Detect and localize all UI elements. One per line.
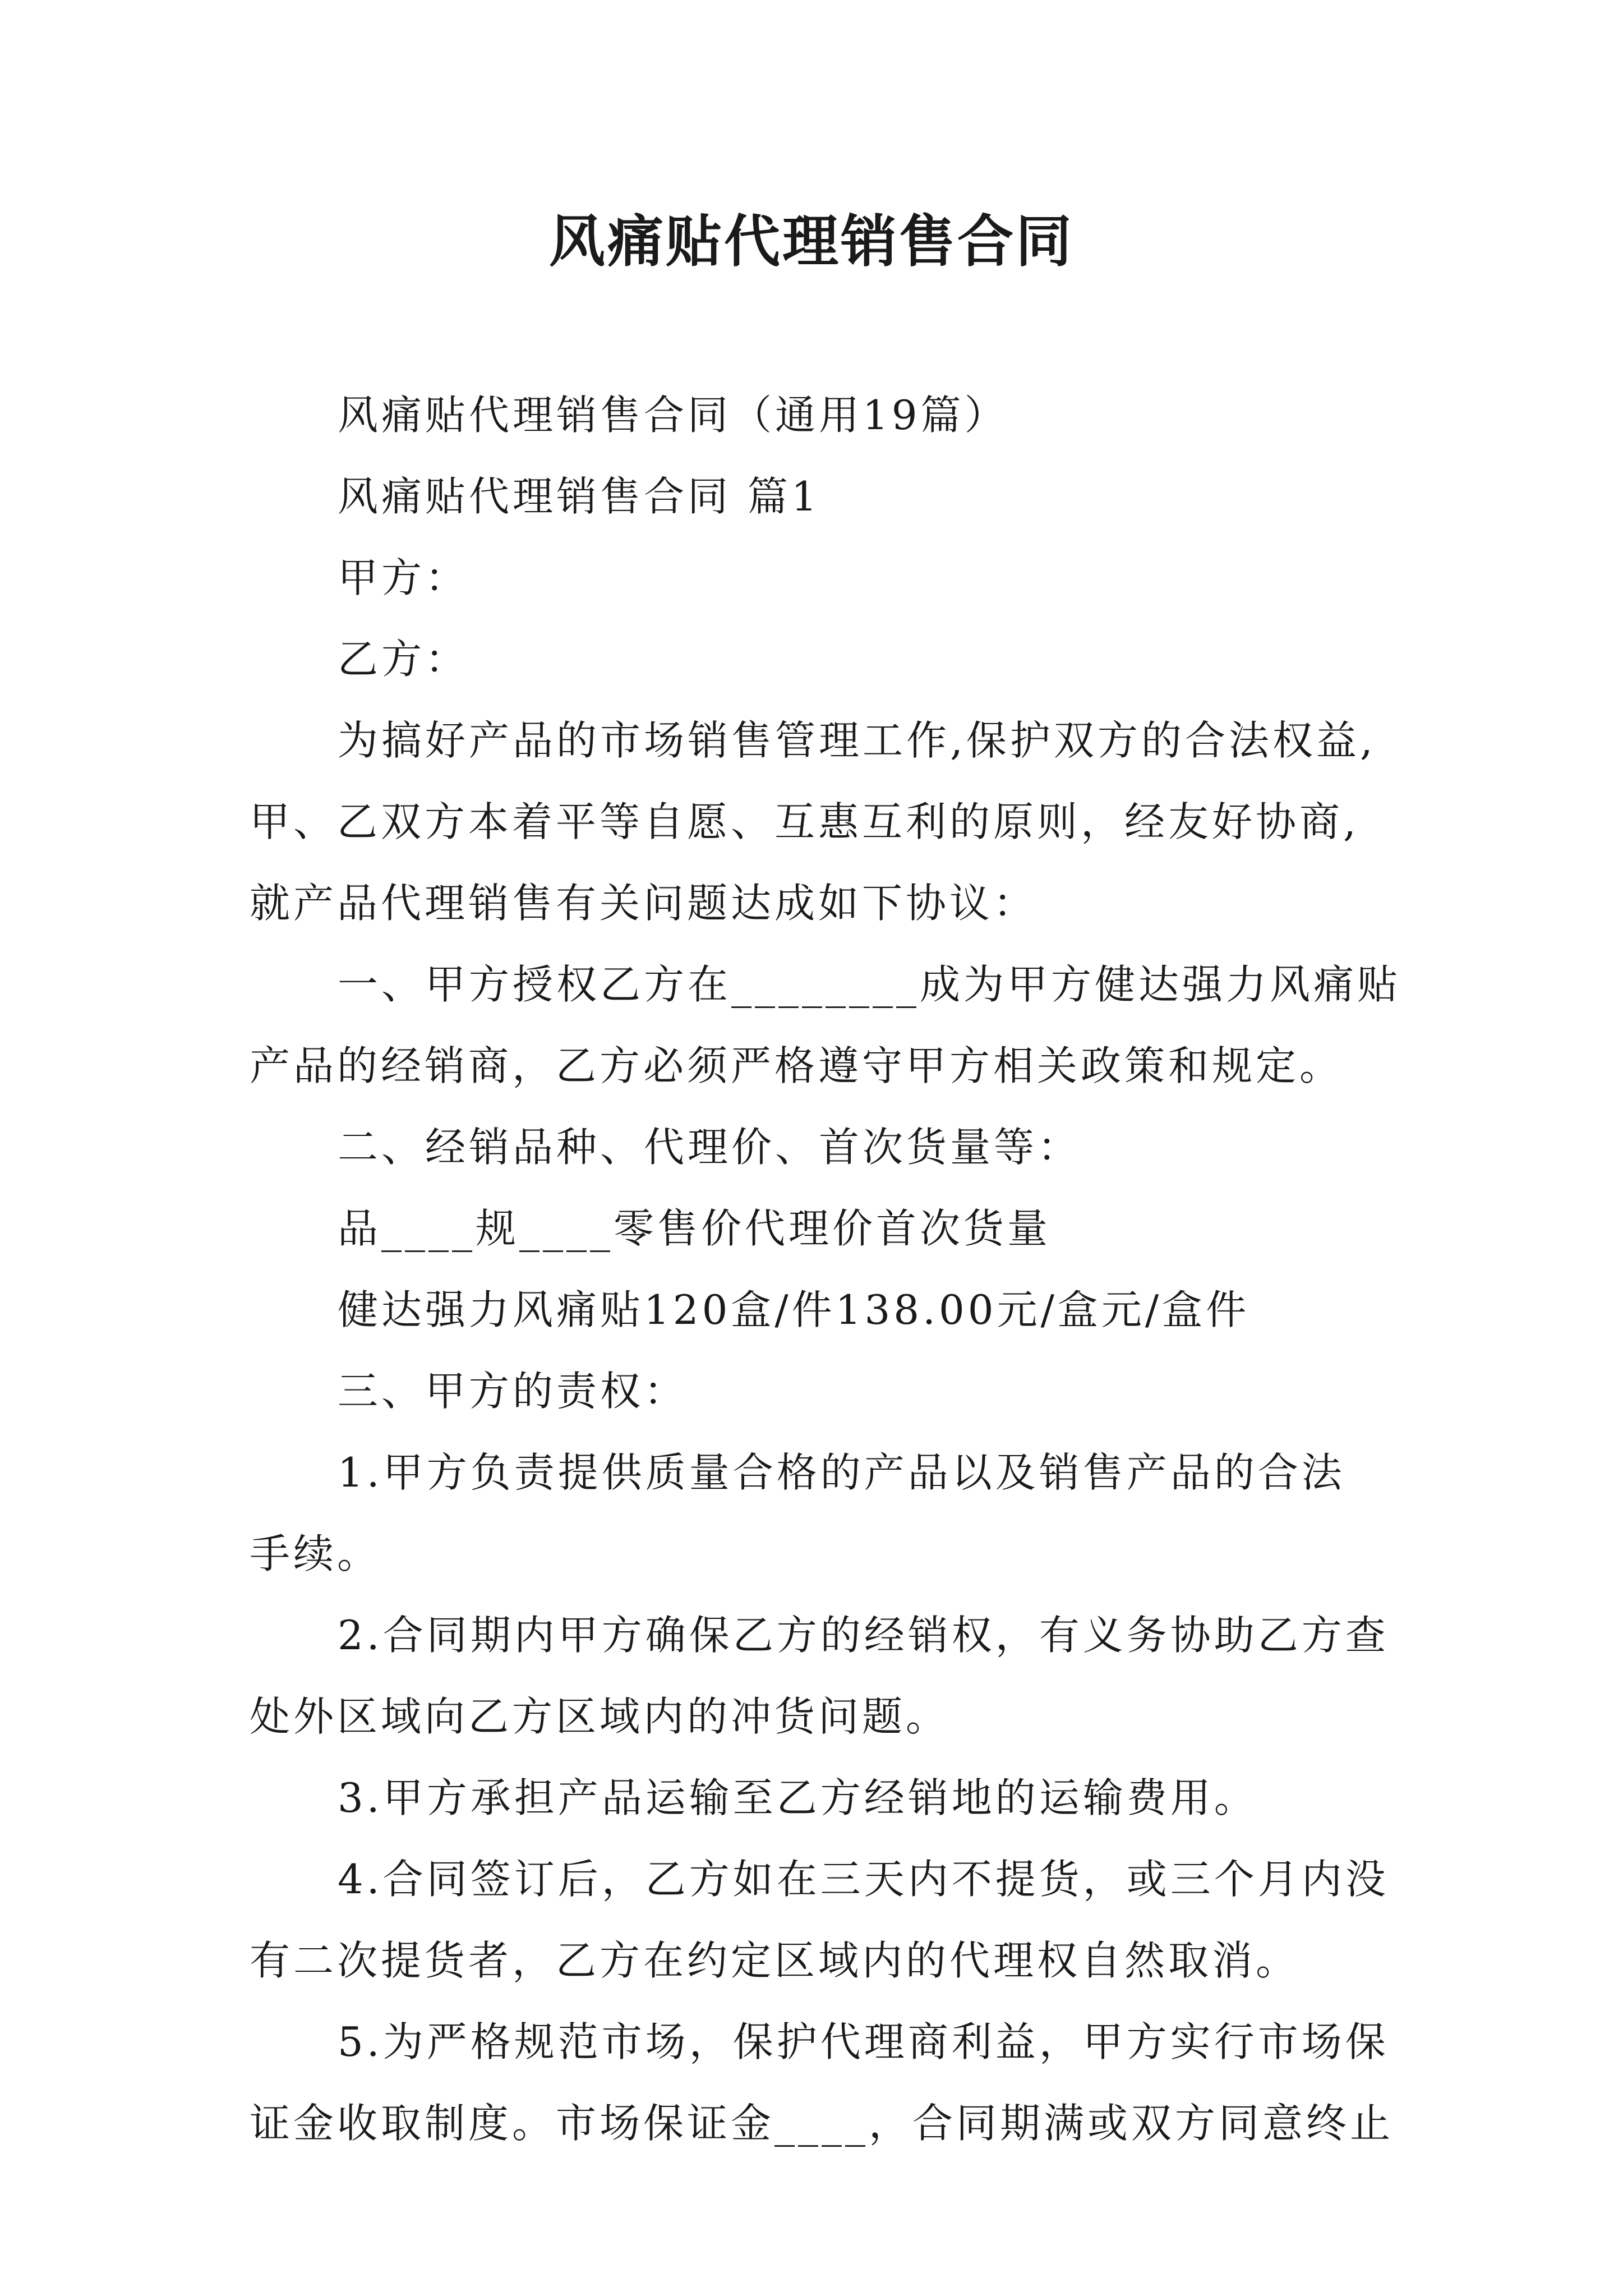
document-title: 风痛贴代理销售合同	[549, 208, 1074, 274]
text-line: 三、甲方的责权：	[338, 1368, 688, 1415]
text-line: 一、甲方授权乙方在________成为甲方健达强力风痛贴	[338, 961, 1401, 1008]
text-line: 甲方：	[338, 554, 469, 601]
text-line: 风痛贴代理销售合同 篇1	[338, 473, 820, 520]
text-line: 二、经销品种、代理价、首次货量等：	[338, 1124, 1082, 1171]
text-line: 品____规____零售价代理价首次货量	[338, 1205, 1052, 1252]
text-line: 风痛贴代理销售合同（通用19篇）	[338, 392, 1008, 439]
text-line: 4.合同签订后，乙方如在三天内不提货，或三个月内没	[338, 1856, 1389, 1903]
text-line: 乙方：	[338, 636, 469, 683]
text-line: 甲、乙双方本着平等自愿、互惠互利的原则，经友好协商,	[250, 798, 1359, 845]
text-line: 2.合同期内甲方确保乙方的经销权，有义务协助乙方查	[338, 1612, 1389, 1659]
text-line: 健达强力风痛贴120盒/件138.00元/盒元/盒件	[338, 1286, 1250, 1333]
text-line: 处外区域向乙方区域内的冲货问题。	[250, 1693, 950, 1740]
text-line: 就产品代理销售有关问题达成如下协议：	[250, 880, 1038, 927]
text-line: 为搞好产品的市场销售管理工作,保护双方的合法权益,	[338, 717, 1376, 764]
text-line: 1.甲方负责提供质量合格的产品以及销售产品的合法	[338, 1449, 1345, 1496]
text-line: 证金收取制度。市场保证金____，合同期满或双方同意终止	[250, 2100, 1394, 2147]
text-line: 产品的经销商，乙方必须严格遵守甲方相关政策和规定。	[250, 1042, 1344, 1089]
text-line: 5.为严格规范市场，保护代理商利益，甲方实行市场保	[338, 2018, 1389, 2065]
text-line: 手续。	[250, 1530, 381, 1577]
document-body	[250, 375, 1402, 2164]
text-line: 3.甲方承担产品运输至乙方经销地的运输费用。	[338, 1774, 1258, 1821]
text-line: 有二次提货者，乙方在约定区域内的代理权自然取消。	[250, 1937, 1300, 1984]
